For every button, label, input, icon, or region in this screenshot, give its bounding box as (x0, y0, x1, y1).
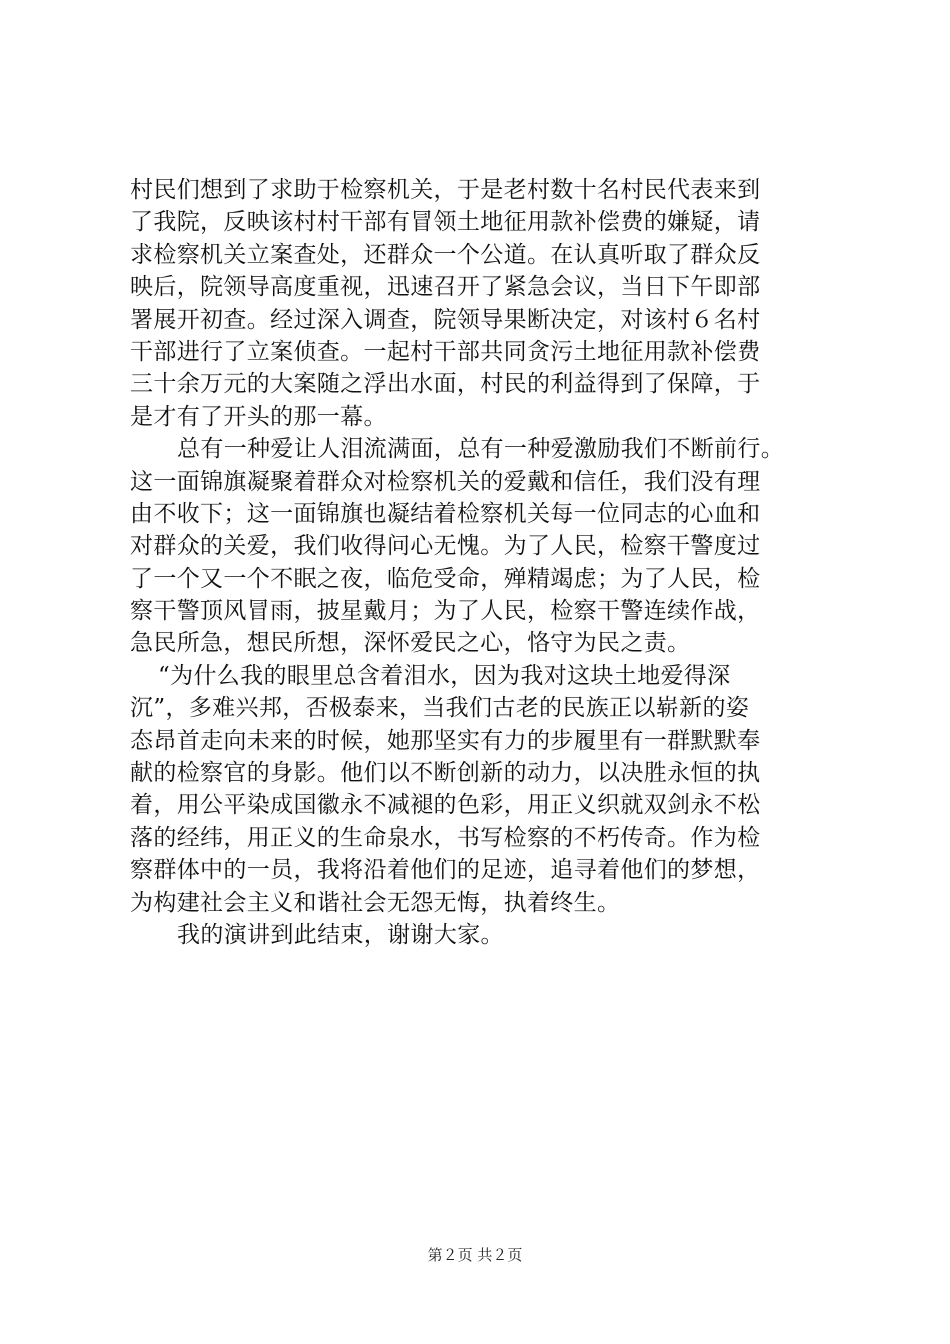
text-line: 察干警顶风冒雨，披星戴月；为了人民，检察干警连续作战， (130, 598, 761, 625)
text-line: 态昂首走向未来的时候，她那坚实有力的步履里有一群默默奉 (130, 727, 761, 754)
text-line: 急民所急，想民所想，深怀爱民之心，恪守为民之责。 (130, 630, 691, 657)
text-line: 映后，院领导高度重视，迅速召开了紧急会议，当日下午即部 (130, 274, 761, 301)
text-line: 了我院，反映该村村干部有冒领土地征用款补偿费的嫌疑，请 (130, 209, 761, 236)
text-line: 献的检察官的身影。他们以不断创新的动力，以决胜永恒的执 (130, 760, 761, 787)
page-number-footer: 第２页 共２页 (427, 1246, 523, 1264)
text-line: 沉”，多难兴邦，否极泰来，当我们古老的民族正以崭新的姿 (130, 695, 750, 722)
text-line: 村民们想到了求助于检察机关，于是老村数十名村民代表来到 (130, 177, 761, 203)
paragraph-start-line: 总有一种爱让人泪流满面，总有一种爱激励我们不断前行。 (177, 436, 785, 463)
text-line: 是才有了开头的那一幕。 (130, 403, 387, 430)
text-line: 由不收下；这一面锦旗也凝结着检察机关每一位同志的心血和 (130, 500, 761, 527)
text-line: 这一面锦旗凝聚着群众对检察机关的爱戴和信任，我们没有理 (130, 468, 761, 495)
text-line: 求检察机关立案查处，还群众一个公道。在认真听取了群众反 (130, 241, 761, 268)
document-body (130, 174, 830, 951)
paragraph-start-line: 我的演讲到此结束，谢谢大家。 (177, 921, 504, 948)
paragraph-start-line: “为什么我的眼里总含着泪水，因为我对这块土地爱得深 (158, 662, 731, 689)
text-line: 干部进行了立案侦查。一起村干部共同贪污土地征用款补偿费 (130, 338, 761, 365)
text-line: 落的经纬，用正义的生命泉水，书写检察的不朽传奇。作为检 (130, 824, 761, 851)
text-line: 着，用公平染成国徽永不减褪的色彩，用正义织就双剑永不松 (130, 792, 761, 819)
text-line: 了一个又一个不眠之夜，临危受命，殚精竭虑；为了人民，检 (130, 565, 761, 592)
text-line: 为构建社会主义和谐社会无怨无悔，执着终生。 (130, 889, 621, 916)
text-line: 对群众的关爱，我们收得问心无愧。为了人民，检察干警度过 (130, 533, 761, 560)
text-line: 三十余万元的大案随之浮出水面，村民的利益得到了保障，于 (130, 371, 761, 398)
text-line: 察群体中的一员，我将沿着他们的足迹，追寻着他们的梦想， (130, 857, 761, 884)
text-line: 署展开初查。经过深入调查，院领导果断决定，对该村６名村 (130, 306, 761, 333)
